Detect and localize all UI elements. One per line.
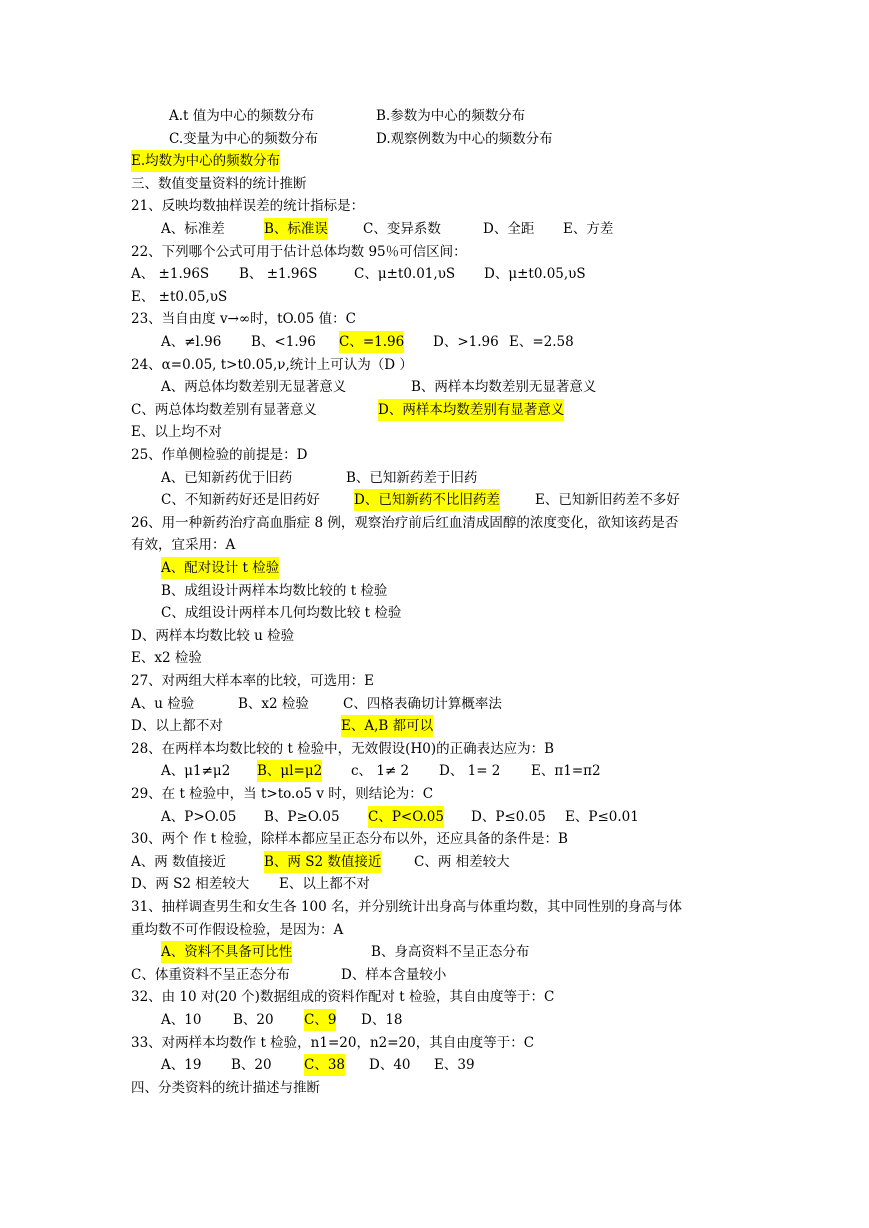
text-segment: A、 ±1.96S — [131, 266, 210, 283]
text-segment: 31、抽样调查男生和女生各 100 名，并分别统计出身高与体重均数，其中同性别的身高与体 — [131, 899, 683, 915]
text-segment: 重均数不可作假设检验，是因为：A — [131, 921, 344, 938]
text-segment: C.变量为中心的频数分布 — [169, 130, 319, 147]
text-segment: A、两总体均数差别无显著意义 — [161, 379, 347, 396]
text-segment: B、成组设计两样本均数比较的 t 检验 — [161, 582, 388, 599]
highlighted-answer: C、=1.96 — [339, 331, 404, 353]
highlighted-answer: B、标准误 — [264, 218, 328, 240]
highlighted-answer: C、9 — [304, 1009, 336, 1031]
text-segment: D、>1.96 — [433, 334, 499, 350]
text-segment: A、两 数值接近 — [131, 853, 227, 870]
text-segment: D、两 S2 相差较大 — [131, 876, 250, 893]
text-segment: E、已知新旧药差不多好 — [535, 492, 680, 509]
text-segment: A、P>O.05 — [161, 808, 237, 825]
text-segment: E、以上均不对 — [131, 424, 222, 441]
text-segment: C、成组设计两样本几何均数比较 t 检验 — [161, 605, 402, 622]
text-segment: D.观察例数为中心的频数分布 — [376, 130, 553, 147]
text-segment: E、以上都不对 — [279, 876, 370, 893]
text-segment: C、变异系数 — [363, 221, 441, 237]
text-segment: A.t 值为中心的频数分布 — [169, 108, 315, 124]
text-segment: D、全距 — [483, 221, 535, 237]
text-segment: B、两样本均数差别无显著意义 — [411, 379, 597, 396]
text-segment: C、四格表确切计算概率法 — [343, 695, 502, 712]
highlighted-answer: C、38 — [304, 1054, 345, 1076]
highlighted-answer: A、配对设计 t 检验 — [161, 557, 279, 579]
text-segment: B、P≥O.05 — [264, 808, 340, 825]
text-segment: C、μ±t0.01,υS — [354, 266, 456, 283]
text-segment: B.参数为中心的频数分布 — [376, 108, 526, 124]
highlighted-answer: A、资料不具备可比性 — [161, 941, 292, 963]
text-segment: E、39 — [434, 1057, 475, 1074]
text-segment: c、 1≠ 2 — [351, 763, 410, 780]
text-segment: B、已知新药差于旧药 — [346, 469, 478, 486]
text-segment: 21、反映均数抽样误差的统计指标是： — [131, 198, 365, 215]
text-segment: 28、在两样本均数比较的 t 检验中，无效假设(H0)的正确表达应为：B — [131, 740, 555, 757]
text-segment: C、体重资料不呈正态分布 — [131, 966, 290, 983]
text-segment: 23、当自由度 v→∞时，tO.05 值：C — [131, 311, 356, 328]
text-segment: D、两样本均数比较 u 检验 — [131, 627, 295, 644]
text-segment: 32、由 10 对(20 个)数据组成的资料作配对 t 检验，其自由度等于：C — [131, 989, 555, 1006]
text-segment: A、u 检验 — [131, 695, 195, 712]
text-segment: 四、分类资料的统计描述与推断 — [131, 1079, 320, 1096]
text-segment: B、20 — [231, 1057, 272, 1074]
text-segment: D、样本含量较小 — [341, 966, 447, 983]
highlighted-answer: D、两样本均数差别有显著意义 — [378, 399, 564, 421]
text-segment: B、x2 检验 — [238, 695, 309, 712]
text-segment: 33、对两样本均数作 t 检验，n1=20，n2=20，其自由度等于：C — [131, 1034, 535, 1051]
text-segment: D、18 — [361, 1012, 403, 1028]
text-segment: D、 1= 2 — [439, 763, 501, 780]
text-segment: B、 ±1.96S — [239, 266, 318, 283]
text-segment: E、方差 — [563, 221, 614, 237]
text-segment: 25、作单侧检验的前提是：D — [131, 447, 308, 463]
text-segment: 24、α=0.05, t>t0.05,ν,统计上可认为（D ） — [131, 356, 413, 373]
text-segment: 22、下列哪个公式可用于估计总体均数 95％可信区间： — [131, 243, 467, 260]
text-segment: D、P≤0.05 — [471, 808, 546, 825]
highlighted-answer: B、μl=μ2 — [257, 760, 322, 782]
text-segment: E、π1=π2 — [531, 763, 601, 780]
text-segment: E、=2.58 — [509, 334, 574, 350]
text-segment: 27、对两组大样本率的比较，可选用：E — [131, 673, 375, 689]
text-segment: B、身高资料不呈正态分布 — [371, 944, 530, 961]
text-segment: E、 ±t0.05,υS — [131, 288, 228, 305]
text-segment: D、40 — [369, 1057, 411, 1074]
text-segment: A、已知新药优于旧药 — [161, 469, 293, 486]
text-segment: A、10 — [161, 1012, 202, 1028]
text-segment: C、两 相差较大 — [414, 853, 510, 870]
text-segment: 有效，宜采用：A — [131, 537, 236, 554]
text-segment: B、20 — [233, 1012, 274, 1028]
highlighted-answer: E、A,B 都可以 — [341, 715, 433, 737]
text-segment: A、≠l.96 — [161, 334, 222, 350]
highlighted-answer: B、两 S2 数值接近 — [264, 851, 381, 873]
text-segment: A、19 — [161, 1057, 202, 1074]
text-segment: 26、用一种新药治疗高血脂症 8 例，观察治疗前后红血清成固醇的浓度变化，欲知该药是否 — [131, 514, 679, 531]
highlighted-answer: D、已知新药不比旧药差 — [354, 489, 500, 511]
highlighted-answer: E.均数为中心的频数分布 — [131, 150, 280, 172]
text-segment: A、标准差 — [161, 221, 225, 237]
text-segment: C、两总体均数差别有显著意义 — [131, 401, 317, 418]
text-segment: 29、在 t 检验中，当 t>to.o5 v 时，则结论为：C — [131, 786, 434, 802]
text-segment: 三、数值变量资料的统计推断 — [131, 175, 307, 192]
text-segment: 30、两个 作 t 检验，除样本都应呈正态分布以外，还应具备的条件是：B — [131, 831, 568, 848]
text-segment: D、以上都不对 — [131, 718, 223, 735]
text-segment: A、μ1≠μ2 — [161, 763, 231, 780]
text-segment: D、μ±t0.05,υS — [484, 266, 586, 283]
highlighted-answer: C、P<O.05 — [368, 806, 444, 828]
text-segment: B、<1.96 — [251, 334, 316, 350]
text-segment: E、x2 检验 — [131, 650, 202, 667]
text-segment: E、P≤0.01 — [565, 808, 639, 825]
text-segment: C、不知新药好还是旧药好 — [161, 492, 320, 509]
